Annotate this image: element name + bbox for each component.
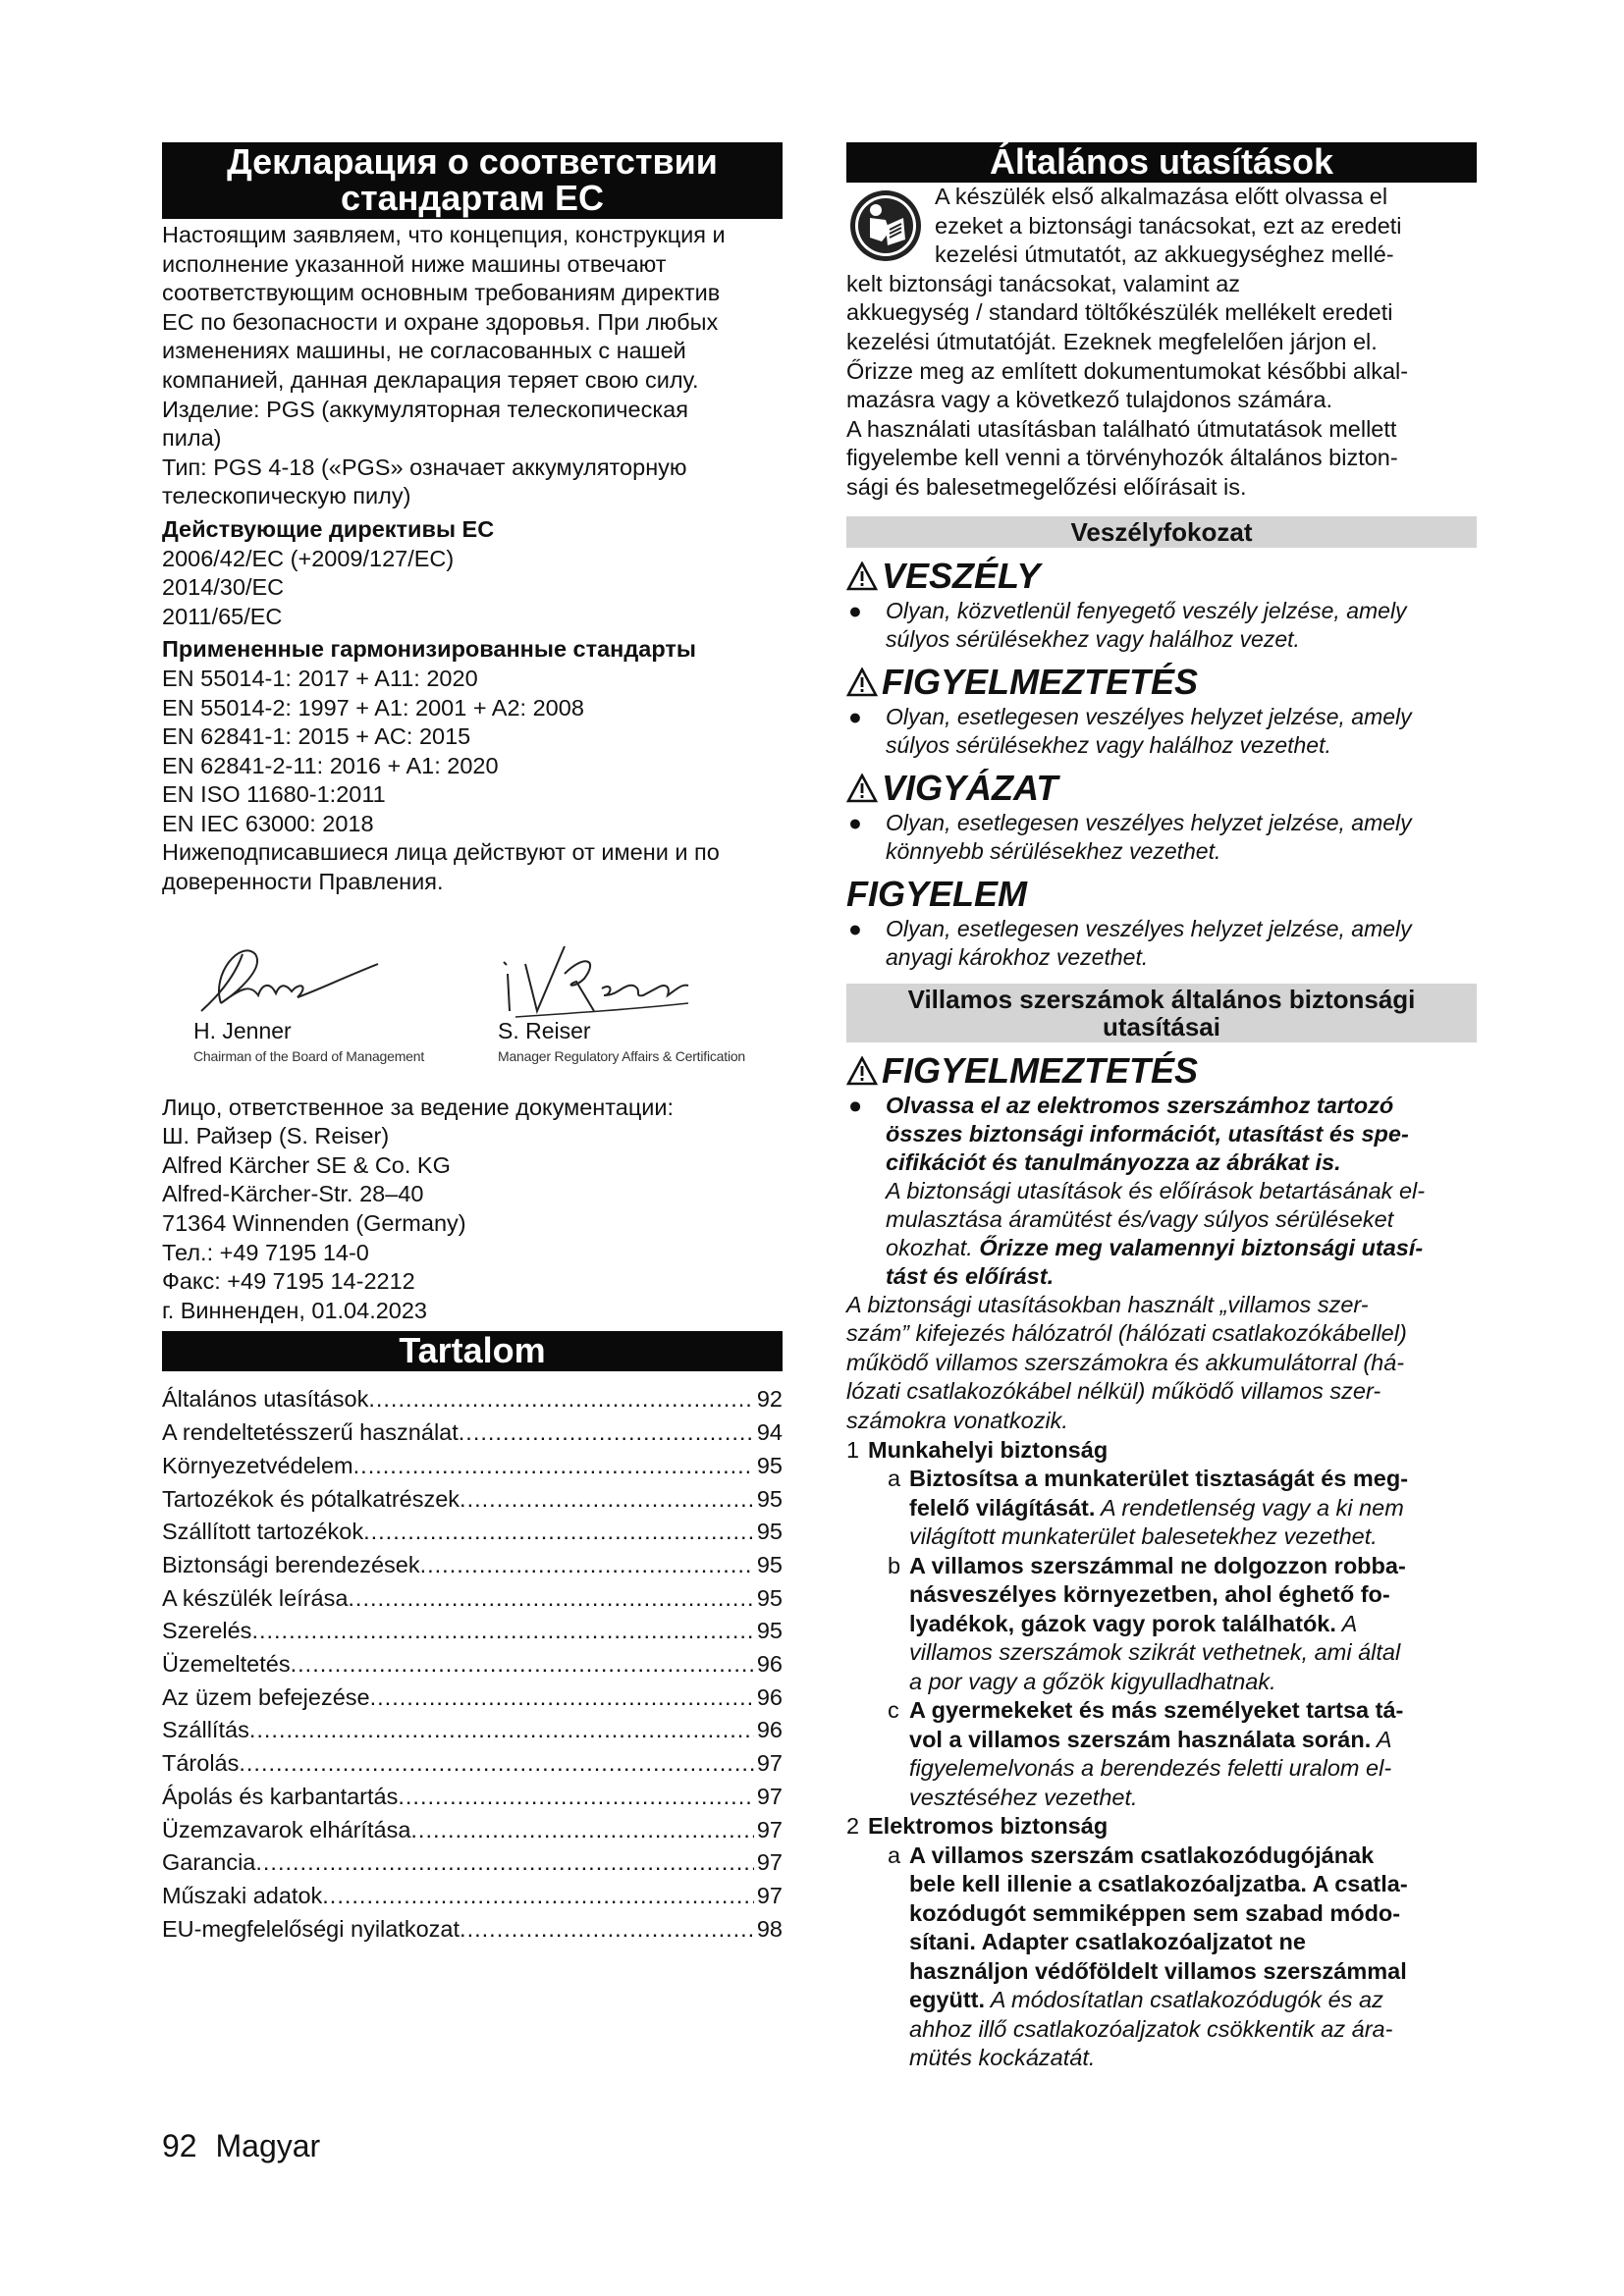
text-span: együtt.: [909, 1987, 986, 2012]
directive-item: 2006/42/EC (+2009/127/EC): [162, 545, 455, 571]
toc-label: Az üzem befejezése: [162, 1683, 370, 1710]
section-1-item-c: [846, 1696, 1477, 1812]
toc-leader: [353, 1450, 754, 1483]
toc-label: Biztonsági berendezések: [162, 1551, 420, 1577]
hazard-bullet: [846, 915, 1477, 972]
text-line: [886, 1234, 1477, 1262]
toc-leader: [460, 1483, 754, 1517]
declaration-body: [162, 221, 783, 511]
bullet-dot: ●: [848, 597, 862, 623]
text-line: villamos szerszámok szikrát vethetnek, ami által: [909, 1639, 1401, 1665]
toc-row[interactable]: [162, 1416, 783, 1450]
directive-item: 2014/30/EC: [162, 574, 285, 601]
toc-leader: [398, 1781, 754, 1814]
read-manual-icon: [846, 187, 927, 263]
toc-page: 95: [756, 1519, 783, 1545]
responsible-person: [162, 1094, 783, 1326]
table-of-contents: [162, 1383, 783, 1946]
section-1-heading: [846, 1436, 1477, 1466]
general-header: [846, 142, 1477, 183]
text-line: Olyan, közvetlenül fenyegető veszély jelzése, amely: [886, 597, 1407, 623]
standard-item: EN 55014-1: 2017 + A11: 2020: [162, 665, 478, 691]
toc-leader: [291, 1648, 754, 1682]
text-line: figyelembe kell venni a törvényhozók általános bizton-: [846, 445, 1398, 471]
toc-leader: [370, 1682, 754, 1715]
text-line: működő villamos szerszámokra és akkumulátorral (há-: [846, 1349, 1405, 1375]
text-line: Olyan, esetlegesen veszélyes helyzet jelzése, amely: [886, 915, 1412, 941]
text-line: 71364 Winnenden (Germany): [162, 1210, 466, 1237]
standard-item: EN IEC 63000: 2018: [162, 810, 374, 836]
general-intro: [846, 183, 1477, 503]
toc-label: A rendeltetésszerű használat: [162, 1419, 459, 1446]
signatures: [162, 915, 783, 1082]
text-line: [909, 1494, 1477, 1523]
toc-leader: [410, 1814, 753, 1847]
text-line: mulasztása áramütést és/vagy súlyos sérüléseket: [886, 1205, 1394, 1232]
text-line: изменениях машины, не согласованных с нашей: [162, 338, 686, 364]
text-line: szám” kifejezés hálózatról (hálózati csatlakozókábellel): [846, 1320, 1407, 1347]
standards-title: Примененные гармонизированные стандарты: [162, 636, 696, 663]
toc-leader: [322, 1880, 754, 1913]
text-line: A villamos szerszámmal ne dolgozzon robba-: [909, 1552, 1406, 1578]
signatories-text: [162, 838, 783, 896]
text-line: Настоящим заявляем, что концепция, конструкция и: [162, 222, 726, 247]
toc-header: [162, 1331, 783, 1371]
toc-page: 92: [756, 1386, 783, 1413]
footer-language: Magyar: [215, 2128, 321, 2163]
section-number: 1: [846, 1436, 860, 1463]
text-line: Olyan, esetlegesen veszélyes helyzet jelzése, amely: [886, 703, 1412, 729]
toc-row[interactable]: [162, 1814, 783, 1847]
text-line: kelt biztonsági tanácsokat, valamint az: [846, 270, 1241, 296]
hazard-bullet: [846, 703, 1477, 760]
hazard-bullet: [846, 809, 1477, 866]
warning-triangle-icon: [846, 667, 878, 697]
text-line: ezeket a biztonsági tanácsokat, ezt az eredeti: [935, 212, 1402, 239]
text-line: akkuegység / standard töltőkészülék mellékelt eredeti: [846, 299, 1393, 326]
text-line: Őrizze meg az említett dokumentumokat későbbi alkal-: [846, 357, 1409, 384]
toc-row[interactable]: [162, 1516, 783, 1549]
standard-item: EN 55014-2: 1997 + A1: 2001 + A2: 2008: [162, 694, 584, 721]
toc-row[interactable]: [162, 1682, 783, 1715]
text-line: A biztonsági utasítások és előírások betartásának el-: [886, 1177, 1426, 1203]
toc-row[interactable]: [162, 1913, 783, 1947]
toc-page: 96: [756, 1651, 783, 1678]
section-title: Munkahelyi biztonság: [868, 1436, 1109, 1463]
toc-row[interactable]: [162, 1714, 783, 1747]
hazard-label: VESZÉLY: [882, 555, 1041, 596]
hazard-bullet: [846, 597, 1477, 654]
text-line: Лицо, ответственное за ведение документации:: [162, 1094, 675, 1120]
toc-leader: [459, 1416, 754, 1450]
toc-row[interactable]: [162, 1383, 783, 1416]
text-line: г. Винненден, 01.04.2023: [162, 1297, 427, 1323]
bullet-dot: ●: [848, 809, 862, 835]
general-title: Általános utasítások: [989, 141, 1334, 182]
text-line: bele kell illenie a csatlakozóaljzatba. A csatla-: [909, 1871, 1408, 1896]
text-line: [909, 1726, 1477, 1755]
toc-row[interactable]: [162, 1582, 783, 1616]
text-span: A rendetlenség vagy a ki nem: [1095, 1494, 1404, 1521]
declaration-header: [162, 142, 783, 219]
text-line: násveszélyes környezetben, ahol éghető fo-: [909, 1581, 1390, 1607]
section-number: 2: [846, 1813, 860, 1839]
page-number: 92: [162, 2128, 197, 2163]
text-line: ЕС по безопасности и охране здоровья. При любых: [162, 308, 719, 335]
item-letter: a: [888, 1842, 901, 1868]
section-1-item-b: [846, 1552, 1477, 1697]
text-line: Olyan, esetlegesen veszélyes helyzet jelzése, amely: [886, 809, 1412, 835]
toc-row[interactable]: [162, 1880, 783, 1913]
toc-label: Üzemzavarok elhárítása: [162, 1816, 411, 1842]
warning-triangle-icon: [846, 774, 878, 803]
text-line: lózati csatlakozókábel nélkül) működő villamos szer-: [846, 1378, 1381, 1405]
text-line: Alfred Kärcher SE & Co. KG: [162, 1151, 451, 1178]
hazard-caution-title: [846, 768, 1477, 809]
warning-bullet: [846, 1092, 1477, 1291]
text-span: lyadékok, gázok vagy porok találhatók.: [909, 1610, 1336, 1636]
page-footer: [162, 2128, 320, 2164]
toc-page: 95: [756, 1452, 783, 1478]
toc-label: Műszaki adatok: [162, 1882, 323, 1908]
toc-leader: [348, 1582, 753, 1616]
text-line: A villamos szerszám csatlakozódugójának: [909, 1842, 1375, 1868]
power-tool-safety-header: [846, 984, 1477, 1042]
power-tool-warning-title: [846, 1050, 1477, 1092]
text-line: Тип: PGS 4-18 («PGS» означает аккумуляторную: [162, 454, 687, 480]
item-letter: a: [888, 1466, 901, 1491]
toc-title: Tartalom: [399, 1330, 546, 1371]
text-line: sági és balesetmegelőzési előírásait is.: [846, 473, 1247, 500]
text-line: телескопическую пилу): [162, 483, 411, 509]
text-line: доверенности Правления.: [162, 869, 444, 895]
warning-triangle-icon: [846, 561, 878, 591]
bullet-dot: ●: [848, 915, 862, 941]
standard-item: EN 62841-1: 2015 + AC: 2015: [162, 723, 471, 750]
hazard-notice-title: [846, 874, 1477, 915]
toc-page: 96: [756, 1717, 783, 1743]
hazard-danger-title: [846, 556, 1477, 597]
hazard-label: FIGYELMEZTETÉS: [882, 661, 1199, 702]
toc-label: Környezetvédelem: [162, 1452, 353, 1478]
toc-page: 94: [756, 1419, 783, 1446]
item-letter: c: [888, 1697, 899, 1723]
toc-page: 97: [756, 1882, 783, 1908]
signature-jenner: [182, 934, 388, 1023]
text-line: összes biztonsági információt, utasítást és spe-: [886, 1120, 1409, 1147]
toc-row[interactable]: [162, 1747, 783, 1781]
toc-label: Szerelés: [162, 1618, 252, 1644]
hazard-label: FIGYELMEZTETÉS: [882, 1049, 1199, 1091]
toc-label: EU-megfelelőségi nyilatkozat: [162, 1915, 460, 1942]
toc-row[interactable]: [162, 1615, 783, 1648]
toc-page: 97: [756, 1849, 783, 1876]
warning-triangle-icon: [846, 1056, 878, 1086]
text-line: Biztosítsa a munkaterület tisztaságát és meg-: [909, 1466, 1409, 1491]
text-line: Изделие: PGS (аккумуляторная телескопическая: [162, 396, 688, 422]
toc-label: Szállított tartozékok: [162, 1519, 364, 1545]
toc-row[interactable]: [162, 1846, 783, 1880]
toc-label: Garancia: [162, 1849, 256, 1876]
directives-list: [162, 545, 783, 632]
text-line: kezelési útmutatót, az akkuegységhez mellé-: [935, 241, 1394, 268]
signature-name-2: S. Reiser: [498, 1017, 591, 1043]
text-line: соответствующим основным требованиям директив: [162, 280, 721, 306]
hazard-label: FIGYELEM: [846, 873, 1028, 914]
power-tool-title-line2: utasításai: [1103, 1011, 1220, 1041]
section-2-item-a: [846, 1842, 1477, 2073]
toc-page: 97: [756, 1750, 783, 1777]
text-line: исполнение указанной ниже машины отвечают: [162, 250, 667, 277]
toc-leader: [368, 1383, 754, 1416]
toc-leader: [251, 1615, 753, 1648]
text-line: világított munkaterület balesetekhez vezethet.: [909, 1523, 1378, 1549]
text-line: Alfred-Kärcher-Str. 28–40: [162, 1181, 424, 1207]
toc-row[interactable]: [162, 1483, 783, 1517]
toc-label: Általános utasítások: [162, 1386, 369, 1413]
hazard-label: VIGYÁZAT: [882, 767, 1058, 808]
text-line: sítani. Adapter csatlakozóaljzatot ne: [909, 1929, 1306, 1954]
text-line: [909, 1986, 1477, 2015]
text-line: kozódugót semmiképpen sem szabad módo-: [909, 1899, 1401, 1926]
text-line: [909, 1610, 1477, 1639]
toc-page: 96: [756, 1683, 783, 1710]
text-line: könnyebb sérülésekhez vezethet.: [886, 837, 1221, 864]
toc-row[interactable]: [162, 1781, 783, 1814]
toc-row[interactable]: [162, 1450, 783, 1483]
text-line: figyelemelvonás a berendezés feletti uralom el-: [909, 1755, 1392, 1781]
declaration-title-line2: стандартам ЕС: [340, 178, 605, 218]
toc-label: Szállítás: [162, 1717, 249, 1743]
text-line: a por vagy a gőzök kigyulladhatnak.: [909, 1668, 1276, 1694]
text-line: A biztonsági utasításokban használt „villamos szer-: [846, 1291, 1369, 1317]
section-2-heading: [846, 1812, 1477, 1842]
signature-reiser: [496, 934, 692, 1023]
toc-page: 98: [756, 1915, 783, 1942]
text-line: kezelési útmutatóját. Ezeknek megfelelően járjon el.: [846, 328, 1378, 354]
signature-name-1: H. Jenner: [193, 1017, 292, 1043]
declaration-title-line1: Декларация о соответствии: [227, 141, 718, 182]
toc-label: Tárolás: [162, 1750, 240, 1777]
toc-page: 95: [756, 1584, 783, 1611]
power-tool-title-line1: Villamos szerszámok általános biztonsági: [907, 984, 1416, 1014]
text-line: vesztéséhez vezethet.: [909, 1784, 1138, 1810]
text-line: anyagi károkhoz vezethet.: [886, 943, 1149, 970]
text-line: Ш. Райзер (S. Reiser): [162, 1123, 390, 1149]
standard-item: EN 62841-2-11: 2016 + A1: 2020: [162, 752, 499, 778]
directives-title: Действующие директивы ЕС: [162, 515, 495, 542]
hazard-levels-title: Veszélyfokozat: [1070, 516, 1253, 547]
section-title: Elektromos biztonság: [868, 1813, 1109, 1839]
text-line: mütés kockázatát.: [909, 2045, 1096, 2070]
signature-title-1: Chairman of the Board of Management: [193, 1047, 425, 1064]
toc-page: 97: [756, 1816, 783, 1842]
toc-leader: [239, 1747, 753, 1781]
text-line: Нижеподписавшиеся лица действуют от имени и по: [162, 839, 720, 866]
toc-leader: [255, 1846, 754, 1880]
text-span: A módosítatlan csatlakozódugók és az: [985, 1987, 1383, 2012]
toc-label: A készülék leírása: [162, 1584, 349, 1611]
text-line: Факс: +49 7195 14-2212: [162, 1268, 415, 1295]
bullet-dot: ●: [848, 703, 862, 729]
toc-leader: [420, 1549, 754, 1582]
text-line: súlyos sérülésekhez vagy halálhoz vezet.: [886, 625, 1300, 652]
text-line: компанией, данная декларация теряет свою силу.: [162, 366, 699, 393]
left-column: [162, 142, 783, 1946]
text-line: használjon védőföldelt villamos szerszámmal: [909, 1957, 1407, 1984]
toc-label: Ápolás és karbantartás: [162, 1783, 399, 1809]
text-line: mazásra vagy a következő tulajdonos számára.: [846, 387, 1333, 413]
text-span: okozhat.: [886, 1234, 980, 1260]
hazard-warning-title: [846, 662, 1477, 703]
text-span: vol a villamos szerszám használata során.: [909, 1726, 1372, 1752]
toc-page: 95: [756, 1485, 783, 1512]
standard-item: EN ISO 11680-1:2011: [162, 781, 386, 808]
bullet-dot: ●: [848, 1092, 863, 1118]
text-line: Тел.: +49 7195 14-0: [162, 1239, 369, 1265]
text-line: tást és előírást.: [886, 1262, 1055, 1289]
toc-row[interactable]: [162, 1648, 783, 1682]
text-line: számokra vonatkozik.: [846, 1407, 1068, 1433]
right-column: [846, 142, 1477, 2073]
toc-leader: [249, 1714, 754, 1747]
toc-page: 95: [756, 1551, 783, 1577]
text-line: пила): [162, 425, 222, 452]
directive-item: 2011/65/EC: [162, 603, 283, 629]
toc-leader: [363, 1516, 754, 1549]
text-line: A készülék első alkalmazása előtt olvassa el: [935, 184, 1388, 209]
text-span: A: [1335, 1610, 1358, 1636]
text-span: felelő világítását.: [909, 1494, 1096, 1521]
toc-label: Üzemeltetés: [162, 1651, 291, 1678]
text-line: A gyermekeket és más személyeket tartsa tá-: [909, 1697, 1404, 1723]
text-line: súlyos sérülésekhez vagy halálhoz vezethet.: [886, 731, 1331, 758]
text-line: Olvassa el az elektromos szerszámhoz tartozó: [886, 1092, 1394, 1118]
toc-page: 97: [756, 1783, 783, 1809]
toc-label: Tartozékok és pótalkatrészek: [162, 1485, 460, 1512]
signature-title-2: Manager Regulatory Affairs & Certification: [498, 1047, 746, 1064]
hazard-levels-header: [846, 516, 1477, 548]
text-line: ahhoz illő csatlakozóaljzatok csökkentik az ára-: [909, 2015, 1393, 2042]
toc-leader: [460, 1913, 754, 1947]
item-letter: b: [888, 1552, 901, 1578]
text-line: A használati utasításban található útmutatások mellett: [846, 415, 1397, 442]
text-line: cifikációt és tanulmányozza az ábrákat is.: [886, 1148, 1341, 1175]
toc-page: 95: [756, 1618, 783, 1644]
scope-note: [846, 1291, 1477, 1436]
text-span: A: [1371, 1726, 1392, 1752]
text-span: Őrizze meg valamennyi biztonsági utasí-: [979, 1234, 1424, 1260]
section-1-item-a: [846, 1465, 1477, 1552]
toc-row[interactable]: [162, 1549, 783, 1582]
standards-list: [162, 665, 783, 839]
